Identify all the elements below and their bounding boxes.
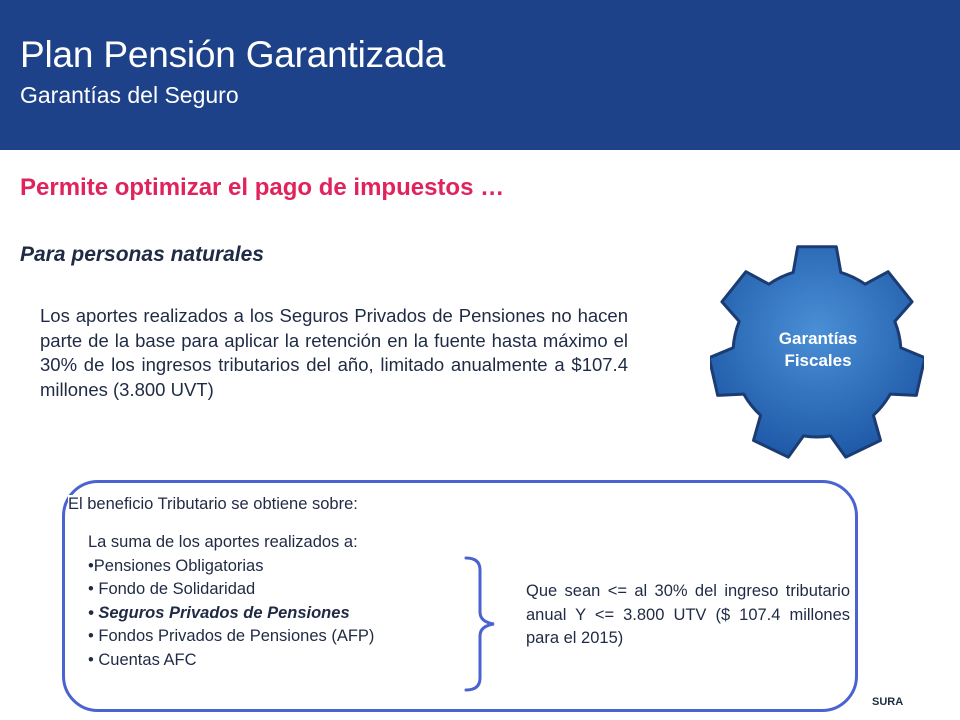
list-item: • Cuentas AFC: [88, 650, 197, 669]
gear-label-line1: Garantías: [778, 329, 858, 348]
benefit-box-title: El beneficio Tributario se obtiene sobre:: [68, 495, 362, 514]
header-banner: [0, 0, 960, 150]
gear-label-line2: Fiscales: [784, 351, 852, 370]
page-title: Plan Pensión Garantizada: [20, 34, 446, 75]
headline: Permite optimizar el pago de impuestos …: [20, 174, 505, 201]
right-brace-icon: [462, 556, 502, 692]
gear-label: [740, 328, 896, 372]
subheading: Para personas naturales: [20, 243, 264, 266]
list-item: • Fondos Privados de Pensiones (AFP): [88, 627, 375, 645]
list-item: •Pensiones Obligatorias: [88, 556, 264, 575]
list-item: • Seguros Privados de Pensiones: [88, 603, 350, 622]
condition-text: Que sean <= al 30% del ingreso tributario anual Y <= 3.800 UTV ($ 107.4 millones para el 2015): [526, 582, 850, 647]
contribution-intro: La suma de los aportes realizados a:: [88, 533, 358, 551]
list-item: • Fondo de Solidaridad: [88, 580, 256, 598]
contribution-list: [88, 531, 374, 672]
page-subtitle: Garantías del Seguro: [20, 82, 239, 108]
description-paragraph: Los aportes realizados a los Seguros Privados de Pensiones no hacen parte de la base para aplicar la retención en la fuente hasta máximo el 30% de los ingresos tributarios del año, limitado anualmente a $107.4 millones (3.800 UVT): [40, 305, 628, 400]
brand-logo: SURA: [872, 696, 904, 708]
